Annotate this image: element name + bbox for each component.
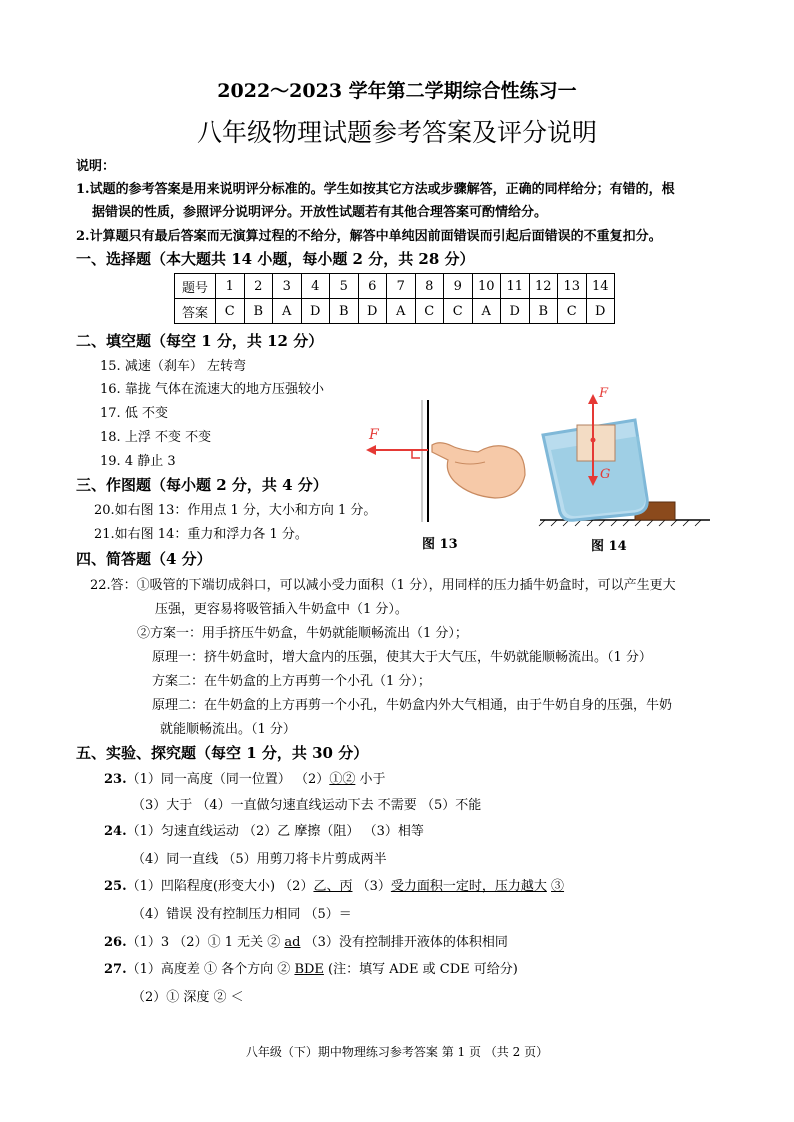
buoyancy-arrowhead (588, 394, 598, 404)
table-cell: D (358, 299, 387, 324)
table-header-number: 题号 (175, 274, 216, 299)
table-cell: 6 (358, 274, 387, 299)
table-cell: 11 (501, 274, 530, 299)
section-5-heading: 五、实验、探究题（每空 1 分，共 30 分） (76, 744, 369, 762)
fig14-caption: 图 14 (591, 539, 627, 554)
q22-line-6: 原理二：在牛奶盒的上方再剪一个小孔，牛奶盒内外大气相通，由于牛奶自身的压强，牛奶 (152, 698, 673, 713)
table-cell: 13 (558, 274, 587, 299)
table-cell: B (244, 299, 273, 324)
note-line-3: 2.计算题只有最后答案而无演算过程的不给分，解答中单纯因前面错误而引起后面错误的不重复扣分。 (76, 229, 662, 244)
list-item: 20.如右图 13：作用点 1 分，大小和方向 1 分。 (94, 503, 377, 518)
q25-line-1: 25.（1）凹陷程度(形变大小) （2）乙、丙 （3）受力面积一定时，压力越大 ③ (104, 879, 565, 894)
table-cell: D (586, 299, 615, 324)
q26-line-1: 26.（1）3 （2）① 1 无关 ② ad （3）没有控制排开液体的体积相同 (104, 935, 508, 950)
section-4-heading: 四、简答题（4 分） (76, 550, 212, 568)
q22-line-5: 方案二：在牛奶盒的上方再剪一个小孔（1 分）； (152, 674, 431, 689)
table-cell: B (330, 299, 359, 324)
section-1-heading: 一、选择题（本大题共 14 小题，每小题 2 分，共 28 分） (76, 250, 475, 268)
table-cell: 8 (415, 274, 444, 299)
table-cell: A (472, 299, 501, 324)
floating-block (577, 425, 615, 461)
q22-line-2: 压强，更容易将吸管插入牛奶盒中（1 分）。 (155, 602, 408, 617)
table-cell: A (273, 299, 302, 324)
table-cell: 7 (387, 274, 416, 299)
page-title: 八年级物理试题参考答案及评分说明 (196, 118, 597, 147)
table-cell: 12 (529, 274, 558, 299)
right-angle-mark (412, 450, 420, 458)
list-item: 18. 上浮 不变 不变 (100, 430, 212, 445)
section-2-heading: 二、填空题（每空 1 分，共 12 分） (76, 332, 324, 350)
fig14-force-up-label: F (599, 386, 609, 401)
section-3-heading: 三、作图题（每小题 2 分，共 4 分） (76, 476, 328, 494)
thumb-hand (432, 443, 525, 498)
note-line-1: 1.试题的参考答案是用来说明评分标准的。学生如按其它方法或步骤解答，正确的同样给分；有错的，根 (76, 182, 675, 197)
q22-line-7: 就能顺畅流出。（1 分） (160, 722, 296, 737)
table-cell: A (387, 299, 416, 324)
q24-line-2: （4）同一直线 （5）用剪刀将卡片剪成两半 (132, 852, 387, 867)
list-item: 16. 靠拢 气体在流速大的地方压强较小 (100, 382, 324, 397)
table-cell: B (529, 299, 558, 324)
table-cell: 1 (216, 274, 245, 299)
table-cell: 9 (444, 274, 473, 299)
table-cell: C (444, 299, 473, 324)
list-item: 17. 低 不变 (100, 406, 168, 421)
title-line-1: 2022～2023 学年第二学期综合性练习一 (217, 80, 577, 102)
table-cell: 10 (472, 274, 501, 299)
q22-line-1: 22.答：①吸管的下端切成斜口，可以减小受力面积（1 分），用同样的压力插牛奶盒时，可以产生更大 (90, 578, 676, 593)
table-cell: 4 (301, 274, 330, 299)
list-item: 15. 减速（刹车） 左转弯 (100, 359, 246, 374)
note-heading: 说明： (76, 159, 116, 174)
q24-line-1: 24.（1）匀速直线运动 （2）乙 摩擦（阻） （3）相等 (104, 824, 424, 839)
page-footer: 八年级（下）期中物理练习参考答案 第 1 页 （共 2 页） (245, 1045, 549, 1059)
list-item: 19. 4 静止 3 (100, 454, 176, 469)
table-cell: 14 (586, 274, 615, 299)
table-row-numbers (175, 274, 615, 299)
table-cell: C (558, 299, 587, 324)
q22-line-3: ②方案一：用手挤压牛奶盒，牛奶就能顺畅流出（1 分）； (137, 626, 468, 641)
table-cell: 5 (330, 274, 359, 299)
q23-line-1: 23.（1）同一高度（同一位置） （2）①② 小于 (104, 772, 386, 787)
table-header-answer: 答案 (175, 299, 216, 324)
note-line-2: 据错误的性质，参照评分说明评分。开放性试题若有其他合理答案可酌情给分。 (92, 205, 548, 220)
answer-table (174, 273, 615, 324)
q23-line-2: （3）大于 （4）一直做匀速直线运动下去 不需要 （5）不能 (132, 798, 482, 813)
q25-line-2: （4）错误 没有控制压力相同 （5）＝ (132, 907, 352, 922)
fig13-force-label: F (369, 427, 379, 443)
list-item: 21.如右图 14：重力和浮力各 1 分。 (94, 527, 308, 542)
table-cell: C (216, 299, 245, 324)
table-cell: C (415, 299, 444, 324)
fig13-caption: 图 13 (422, 537, 458, 552)
table-cell: 3 (273, 274, 302, 299)
ground-hatch (539, 520, 701, 526)
q27-line-1: 27.（1）高度差 ① 各个方向 ② BDE (注：填写 ADE 或 CDE 可给分) (104, 962, 518, 977)
figure-14 (535, 380, 715, 530)
q22-line-4: 原理一：挤牛奶盒时，增大盒内的压强，使其大于大气压，牛奶就能顺畅流出。（1 分） (152, 650, 652, 665)
table-cell: D (301, 299, 330, 324)
fig14-force-down-label: G (600, 467, 611, 482)
table-cell: D (501, 299, 530, 324)
table-row-answers (175, 299, 615, 324)
table-cell: 2 (244, 274, 273, 299)
q27-line-2: （2）① 深度 ② ＜ (132, 990, 244, 1005)
force-arrowhead (366, 445, 376, 455)
